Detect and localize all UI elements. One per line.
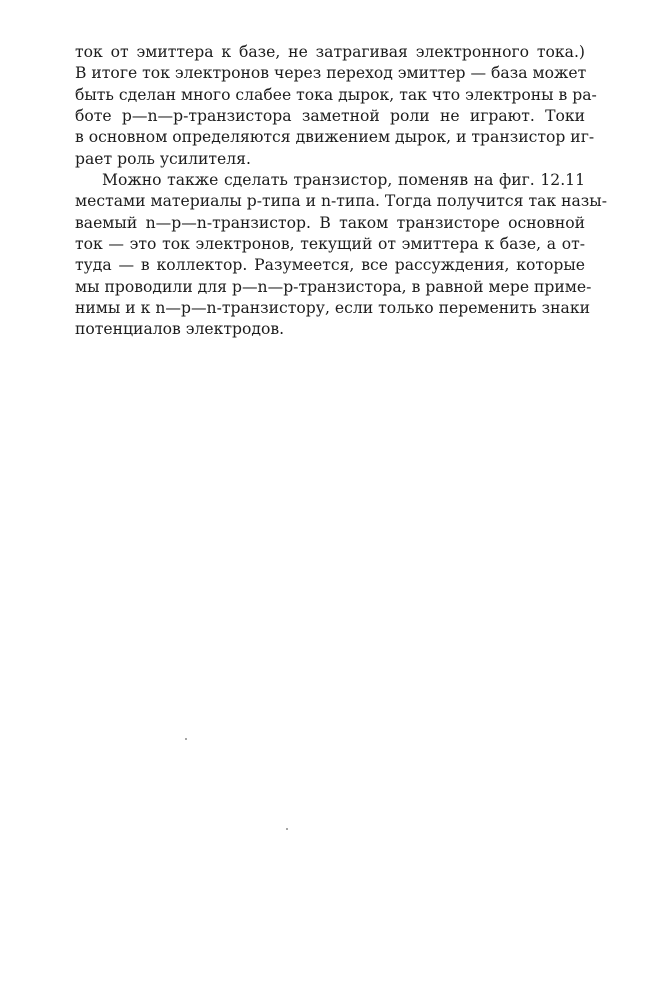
text-line: туда — в коллектор. Разумеется, все рассуждения, которые: [75, 256, 585, 275]
text-line: ток — это ток электронов, текущий от эмиттера к базе, а от-: [75, 235, 585, 254]
text-line: местами материалы p-типа и n-типа. Тогда получится так назы-: [75, 192, 607, 211]
scan-speck: [286, 828, 288, 830]
text-line: мы проводили для p—n—p-транзистора, в равной мере приме-: [75, 277, 592, 296]
paragraph-1: [75, 42, 597, 170]
paragraph-2: [75, 170, 607, 341]
scan-speck: [185, 738, 187, 740]
text-line: нимы и к n—p—n-транзистору, если только переменить знаки: [75, 299, 590, 318]
body-text: [75, 42, 607, 341]
text-line: быть сделан много слабее тока дырок, так что электроны в ра-: [75, 85, 597, 104]
text-line: Можно также сделать транзистор, поменяв на фиг. 12.11: [102, 171, 585, 190]
text-line: ваемый n—p—n-транзистор. В таком транзисторе основной: [75, 213, 585, 232]
text-line: В итоге ток электронов через переход эмиттер — база может: [75, 64, 587, 83]
text-line: в основном определяются движением дырок, и транзистор иг-: [75, 128, 595, 147]
text-line: боте p—n—p-транзистора заметной роли не играют. Токи: [75, 107, 585, 126]
text-line: рает роль усилителя.: [75, 149, 251, 168]
text-line: потенциалов электродов.: [75, 320, 285, 339]
text-line: ток от эмиттера к базе, не затрагивая электронного тока.): [75, 43, 585, 61]
